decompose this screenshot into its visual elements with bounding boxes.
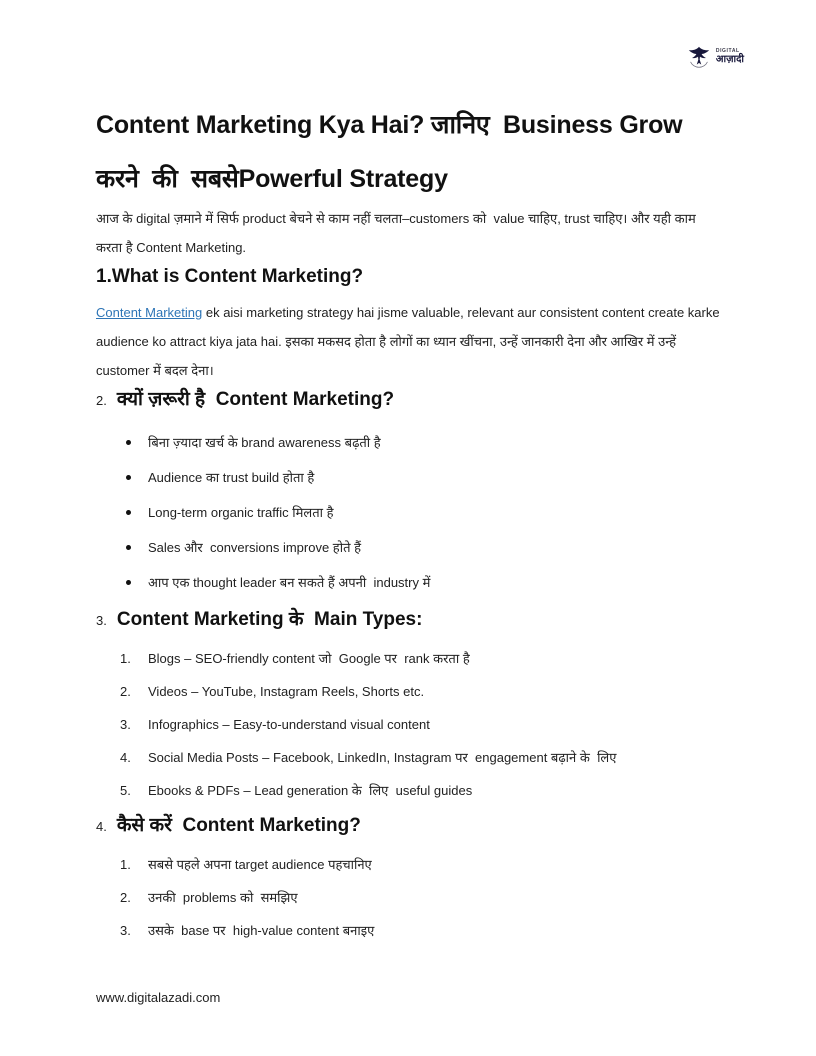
- bullet-dot-icon: [126, 510, 131, 515]
- heading-number: 3.: [96, 613, 107, 628]
- list-item-text: Social Media Posts – Facebook, LinkedIn, Instagram पर engagement बढ़ाने के लिए: [148, 750, 617, 765]
- heading-text: कैसे करें Content Marketing?: [116, 815, 361, 836]
- bullet-dot-icon: [126, 440, 131, 445]
- list-item-number: 1.: [120, 857, 131, 872]
- logo-brand-bottom: आज़ादी: [715, 54, 744, 65]
- bullet-dot-icon: [126, 580, 131, 585]
- heading-main-types: [96, 605, 720, 636]
- list-item-text: Long-term organic traffic मिलता है: [148, 505, 334, 520]
- list-item-number: 2.: [120, 890, 131, 905]
- list-item: [96, 644, 720, 673]
- list-item-text: आप एक thought leader बन सकते हैं अपनी industry में: [148, 575, 431, 590]
- content-marketing-link[interactable]: Content Marketing: [96, 305, 203, 320]
- footer-url: www.digitalazadi.com: [96, 990, 221, 1005]
- logo-wordmark: [716, 49, 744, 65]
- list-item: [96, 850, 720, 879]
- list-item-text: सबसे पहले अपना target audience पहचानिए: [148, 857, 372, 872]
- list-item: [96, 428, 720, 457]
- bullet-dot-icon: [126, 475, 131, 480]
- list-item: [96, 568, 720, 597]
- list-item-text: Blogs – SEO-friendly content जो Google पर rank करता है: [148, 651, 470, 666]
- list-item-number: 3.: [120, 717, 131, 732]
- how-to-numbered-list: [96, 850, 720, 945]
- list-item: [96, 743, 720, 772]
- page-title-line-1: Content Marketing Kya Hai? जानिए Business Grow: [96, 111, 683, 139]
- list-item: [96, 463, 720, 492]
- list-item-number: 3.: [120, 923, 131, 938]
- list-item-text: Ebooks & PDFs – Lead generation के लिए useful guides: [148, 783, 473, 798]
- bullet-dot-icon: [126, 545, 131, 550]
- list-item-number: 4.: [120, 750, 131, 765]
- brand-logo: [686, 44, 744, 70]
- logo-brand-top: DIGITAL: [715, 48, 740, 54]
- list-item-text: Sales और conversions improve होते हैं: [148, 540, 361, 555]
- list-item-text: बिना ज़्यादा खर्च के brand awareness बढ़ती है: [148, 435, 381, 450]
- intro-paragraph: आज के digital ज़माने में सिर्फ product बेचने से काम नहीं चलता–customers को value चाहिए, trust चाहिए। और यही काम करता है Content Marketing.: [96, 211, 700, 255]
- list-item-text: Audience का trust build होता है: [148, 470, 315, 485]
- list-item-number: 1.: [120, 651, 131, 666]
- list-item-text: Infographics – Easy-to-understand visual content: [148, 717, 430, 732]
- list-item: [96, 710, 720, 739]
- list-item-text: उसके base पर high-value content बनाइए: [148, 923, 375, 938]
- list-item: [96, 533, 720, 562]
- list-item: [96, 916, 720, 945]
- heading-why-content-marketing: [96, 385, 720, 416]
- heading-what-is-content-marketing: 1.What is Content Marketing?: [96, 266, 364, 287]
- list-item-text: उनकी problems को समझिए: [148, 890, 298, 905]
- list-item: [96, 776, 720, 805]
- list-item-text: Videos – YouTube, Instagram Reels, Shorts etc.: [148, 684, 425, 699]
- heading-number: 4.: [96, 819, 107, 834]
- what-is-paragraph-text: ek aisi marketing strategy hai jisme valuable, relevant aur consistent content create karke audience ko attract kiya jata hai. इसका मकसद होता है लोगों का ध्यान खींचना, उन्हें जानकारी देना और आखिर में उन्हें customer में बदल देना।: [96, 305, 724, 378]
- eagle-icon: [686, 44, 712, 70]
- main-types-numbered-list: [96, 644, 720, 805]
- heading-number: 2.: [96, 393, 107, 408]
- heading-text: Content Marketing के Main Types:: [116, 609, 423, 630]
- list-item: [96, 883, 720, 912]
- page-title-line-2: करने की सबसेPowerful Strategy: [96, 165, 448, 193]
- why-bullet-list: [96, 428, 720, 597]
- list-item-number: 2.: [120, 684, 131, 699]
- what-is-paragraph: [96, 298, 724, 385]
- list-item: [96, 677, 720, 706]
- heading-text: क्यों ज़रूरी है Content Marketing?: [116, 389, 395, 410]
- heading-how-to-do-content-marketing: [96, 811, 720, 842]
- list-item: [96, 498, 720, 527]
- page-title: [96, 98, 720, 206]
- list-item-number: 5.: [120, 783, 131, 798]
